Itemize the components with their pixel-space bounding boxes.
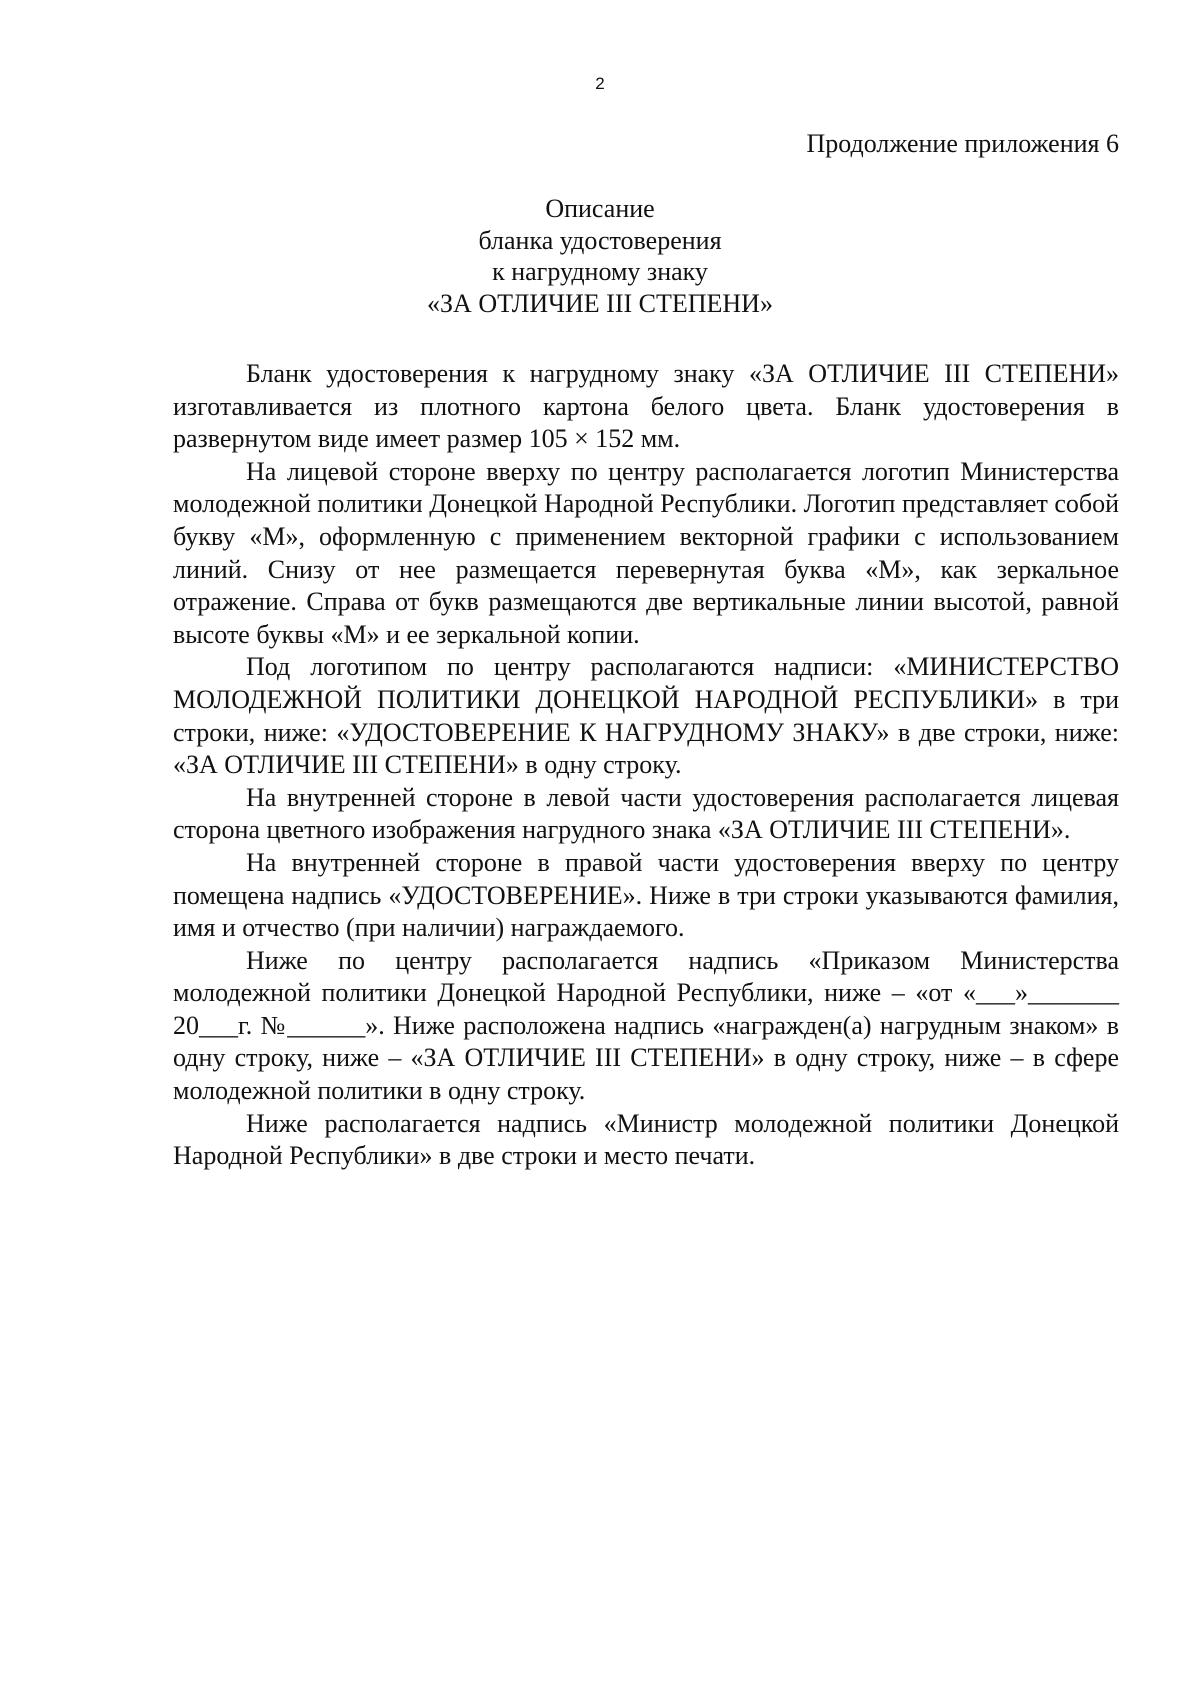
paragraph-7: Ниже располагается надпись «Министр молодежной политики Донецкой Народной Республики» в две строки и место печати. xyxy=(173,1108,1119,1171)
appendix-note: Продолжение приложения 6 xyxy=(806,129,1119,158)
paragraph-5: На внутренней стороне в правой части удостоверения вверху по центру помещена надпись «УДОСТОВЕРЕНИЕ». Ниже в три строки указываются фамилия, имя и отчество (при наличии) награждаемого. xyxy=(173,847,1119,943)
document-title xyxy=(0,193,1200,319)
paragraph-6: Ниже по центру располагается надпись «Приказом Министерства молодежной политики Донецкой Народной Республики, ниже – «от «___»_______ 20___г. №______». Ниже расположена надпись «награжден(а) нагрудным знаком» в одну строку, ниже – «ЗА ОТЛИЧИЕ III СТЕПЕНИ» в одну строку, ниже – в сфере молодежной политики в одну строку. xyxy=(173,945,1119,1106)
title-line-3: к нагрудному знаку xyxy=(492,257,708,286)
paragraph-3: Под логотипом по центру располагаются надписи: «МИНИСТЕРСТВО МОЛОДЕЖНОЙ ПОЛИТИКИ ДОНЕЦКОЙ НАРОДНОЙ РЕСПУБЛИКИ» в три строки, ниже: «УДОСТОВЕРЕНИЕ К НАГРУДНОМУ ЗНАКУ» в две строки, ниже: «ЗА ОТЛИЧИЕ III СТЕПЕНИ» в одну строку. xyxy=(173,652,1119,780)
title-line-1: Описание xyxy=(545,194,655,223)
paragraph-2: На лицевой стороне вверху по центру располагается логотип Министерства молодежной политики Донецкой Народной Республики. Логотип представляет собой букву «М», оформленную с применением векторной графики с использованием линий. Снизу от нее размещается перевернутая буква «М», как зеркальное отражение. Справа от букв размещаются две вертикальные линии высотой, равной высоте буквы «М» и ее зеркальной копии. xyxy=(173,456,1119,649)
title-line-2: бланка удостоверения xyxy=(478,225,722,255)
document-body xyxy=(173,358,1119,1173)
paragraph-4: На внутренней стороне в левой части удостоверения располагается лицевая сторона цветного изображения нагрудного знака «ЗА ОТЛИЧИЕ III СТЕПЕНИ». xyxy=(173,782,1119,845)
page-number: 2 xyxy=(595,74,605,93)
paragraph-1: Бланк удостоверения к нагрудному знаку «ЗА ОТЛИЧИЕ III СТЕПЕНИ» изготавливается из плотного картона белого цвета. Бланк удостоверения в развернутом виде имеет размер 105 × 152 мм. xyxy=(173,359,1119,454)
title-line-4: «ЗА ОТЛИЧИЕ III СТЕПЕНИ» xyxy=(427,288,773,318)
